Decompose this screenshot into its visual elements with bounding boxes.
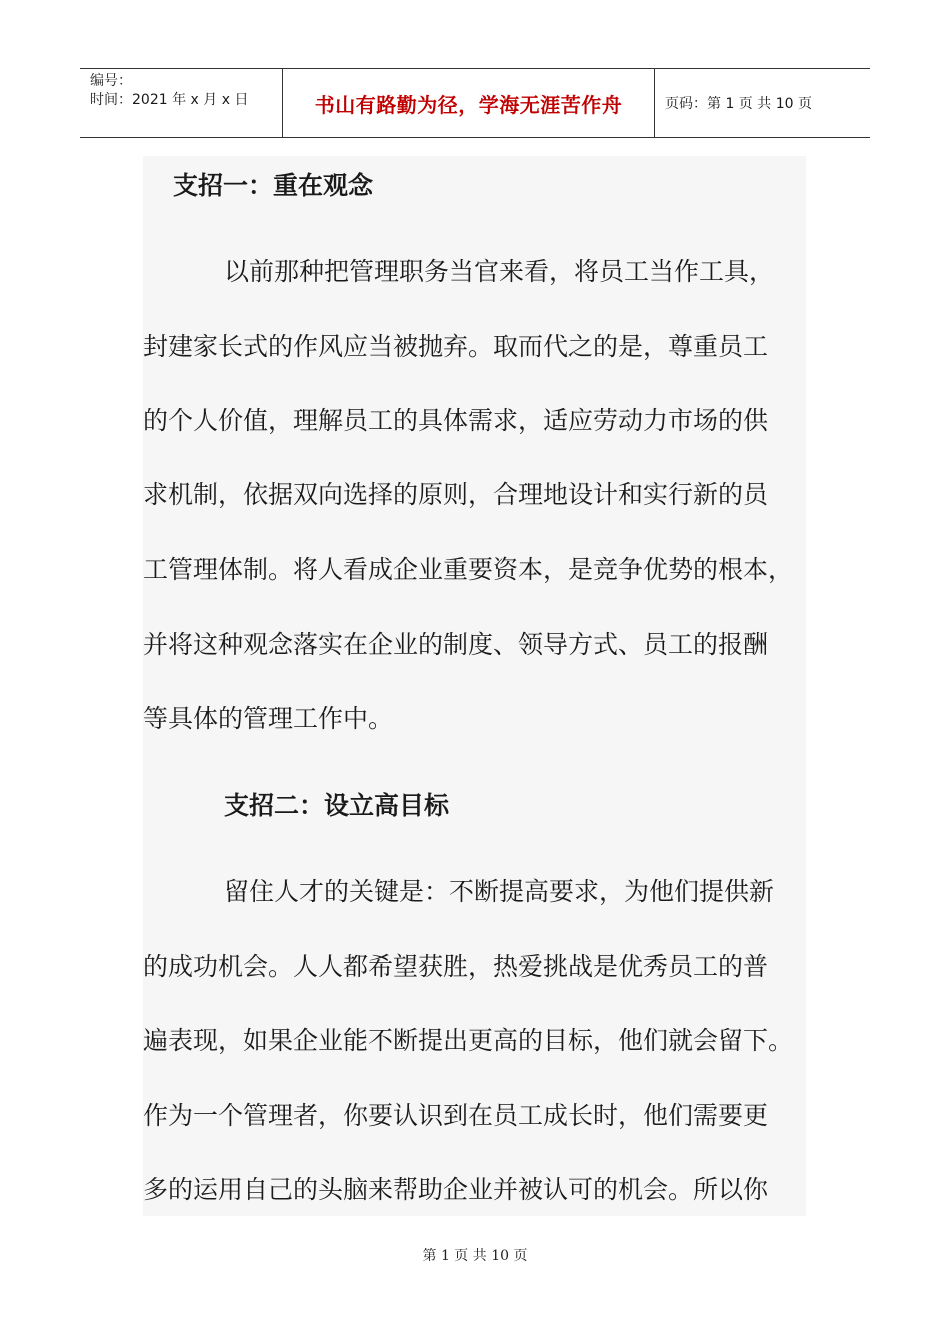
- paragraph-2-line: 作为一个管理者，你要认识到在员工成长时，他们需要更: [143, 1101, 769, 1130]
- header-meta-cell: [80, 69, 283, 137]
- heading-2: 支招二：设立高目标: [224, 791, 450, 820]
- time-label: 时间：2021 年 x 月 x 日: [90, 92, 249, 108]
- paragraph-1-line: 并将这种观念落实在企业的制度、领导方式、员工的报酬: [143, 630, 769, 659]
- header-motto-cell: [283, 69, 655, 137]
- paragraph-1-line: 的个人价值，理解员工的具体需求，适应劳动力市场的供: [143, 406, 769, 435]
- page-footer: [0, 1245, 950, 1265]
- page-info: 页码：第 1 页 共 10 页: [665, 96, 812, 112]
- number-label: 编号：: [90, 73, 132, 89]
- document-body: [143, 156, 806, 1216]
- header-page-cell: [655, 69, 870, 137]
- paragraph-1-line: 工管理体制。将人看成企业重要资本，是竞争优势的根本，: [143, 555, 794, 584]
- paragraph-2-line: 的成功机会。人人都希望获胜，热爱挑战是优秀员工的普: [143, 952, 769, 981]
- paragraph-2-line: 遍表现，如果企业能不断提出更高的目标，他们就会留下。: [143, 1026, 794, 1055]
- heading-1: 支招一：重在观念: [173, 171, 374, 200]
- paragraph-2-line: 多的运用自己的头脑来帮助企业并被认可的机会。所以你: [143, 1175, 769, 1204]
- footer-page-number: 第 1 页 共 10 页: [422, 1248, 528, 1264]
- paragraph-1-line: 封建家长式的作风应当被抛弃。取而代之的是，尊重员工: [143, 332, 769, 361]
- paragraph-1-line: 求机制，依据双向选择的原则，合理地设计和实行新的员: [143, 480, 769, 509]
- header-table: [80, 68, 870, 138]
- paragraph-2-line: 留住人才的关键是：不断提高要求，为他们提供新: [224, 877, 775, 906]
- paragraph-1-line: 等具体的管理工作中。: [143, 704, 394, 733]
- motto-text: 书山有路勤为径，学海无涯苦作舟: [314, 92, 623, 117]
- paragraph-1-line: 以前那种把管理职务当官来看，将员工当作工具，: [224, 257, 775, 286]
